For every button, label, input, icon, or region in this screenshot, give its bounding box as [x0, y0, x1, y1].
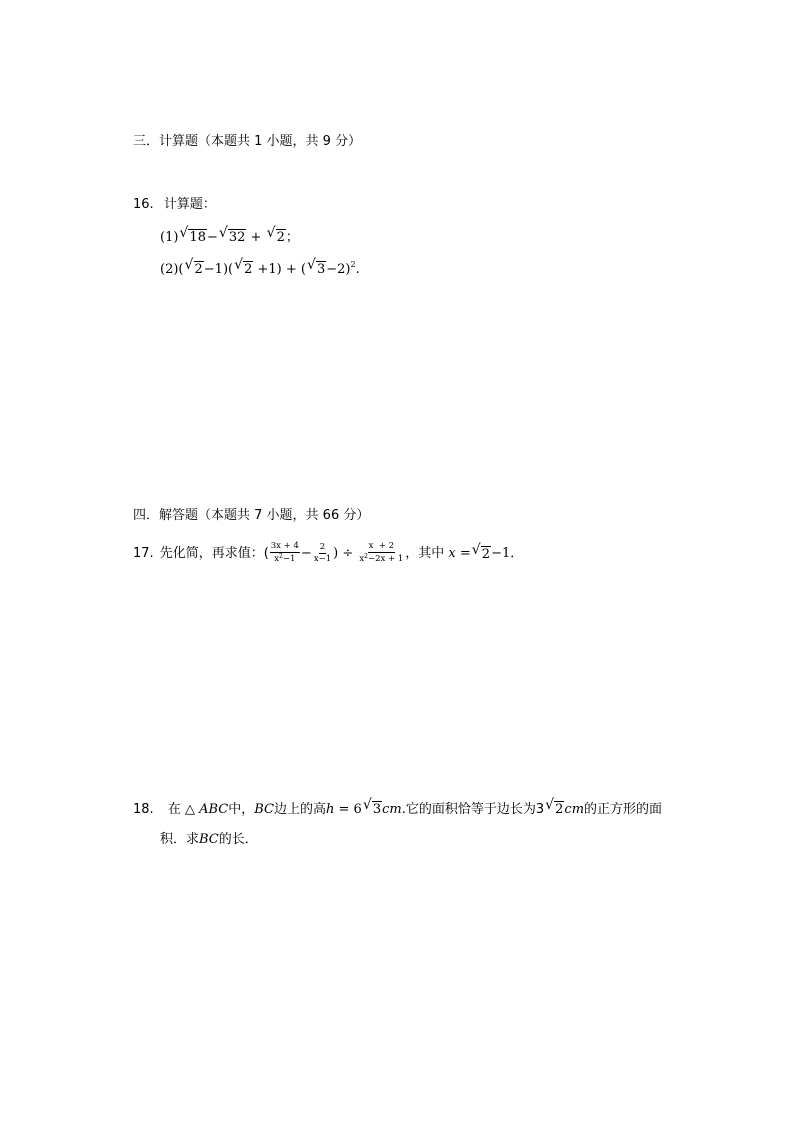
fraction-3	[358, 542, 404, 564]
fraction-2-denominator: x−1	[313, 553, 332, 564]
radical-icon: √	[234, 257, 244, 273]
variable: ABC	[199, 802, 229, 817]
den-rest: −2x + 1	[368, 554, 404, 564]
radical-icon: √	[306, 257, 316, 273]
radicand: 2	[194, 262, 203, 277]
text: 的长．	[218, 832, 258, 847]
radical-icon: √	[266, 225, 276, 241]
fraction-3-denominator	[358, 553, 404, 564]
sqrt-expression	[306, 257, 326, 277]
sqrt-expression	[266, 225, 286, 245]
fraction-1-numerator: 3x + 4	[270, 541, 299, 552]
radicand: 18	[189, 230, 206, 245]
radical-icon: √	[362, 797, 372, 813]
question-17	[133, 541, 523, 565]
radical-icon: √	[471, 541, 481, 558]
question-16-header	[133, 198, 216, 211]
radicand: 3	[316, 262, 326, 277]
den-exponent: 2	[364, 553, 368, 560]
question-18-number: 18.	[133, 802, 154, 817]
text: 在 △	[167, 802, 200, 817]
fraction-2-numerator: 2	[319, 541, 326, 552]
question-16-part-2	[160, 257, 360, 277]
sqrt-expression	[362, 797, 382, 817]
unit: cm	[564, 802, 585, 817]
den-var: x	[274, 554, 280, 564]
variable: BC	[199, 832, 219, 847]
operator: +	[246, 230, 266, 245]
text: 它的面积恰等于边长为3	[405, 802, 545, 817]
question-16-number: 16.	[133, 197, 154, 212]
exponent: 2	[350, 260, 356, 269]
question-17-number: 17.	[133, 545, 154, 561]
part-1-label: (1)	[160, 230, 179, 245]
sqrt-expression	[184, 257, 204, 277]
radicand: 2	[481, 546, 491, 562]
section-3-heading	[133, 135, 361, 148]
sqrt-expression	[471, 541, 491, 562]
question-18-line-2	[160, 833, 258, 846]
radical-icon: √	[179, 225, 189, 241]
where-text: ，其中	[405, 545, 449, 561]
section-4-heading	[133, 509, 369, 522]
fraction-3-numerator: x + 2	[368, 541, 395, 552]
sqrt-expression	[218, 225, 247, 245]
operator: −	[206, 230, 218, 245]
punctuation: ．	[510, 545, 524, 561]
fraction-1-denominator	[273, 553, 296, 564]
fraction-2	[313, 543, 332, 564]
fraction-1	[270, 542, 300, 564]
punctuation: .	[355, 262, 360, 277]
variable: x	[448, 545, 456, 561]
radicand: 2	[276, 230, 285, 245]
operator: = 6	[334, 802, 362, 817]
variable: h	[326, 802, 335, 817]
part-2-label: (2)(	[160, 262, 184, 277]
operator: =	[455, 545, 471, 561]
sqrt-expression	[545, 797, 564, 817]
radical-icon: √	[545, 797, 555, 813]
text: 中，	[228, 802, 255, 817]
text: 积．求	[160, 832, 200, 847]
sqrt-expression	[179, 225, 207, 245]
expression-text: +1) + (	[253, 262, 306, 277]
radicand: 2	[244, 262, 253, 277]
section-3-heading-text: 三．计算题（本题共 1 小题，共 9 分）	[133, 134, 362, 149]
unit: cm.	[382, 802, 406, 817]
expression-text: −1)(	[203, 262, 234, 277]
radicand: 2	[555, 802, 564, 817]
question-17-prompt: 先化简，再求值：(	[159, 545, 269, 561]
radical-icon: √	[184, 257, 194, 273]
punctuation: ；	[285, 230, 299, 245]
radicand: 32	[228, 230, 246, 245]
text: 边上的高	[274, 802, 327, 817]
den-exponent: 2	[279, 553, 283, 560]
question-16-part-1	[160, 225, 299, 245]
section-4-heading-text: 四．解答题（本题共 7 小题，共 66 分）	[133, 508, 370, 523]
sqrt-expression	[234, 257, 253, 277]
question-16-prompt: 计算题：	[163, 197, 216, 212]
question-18-line-1	[133, 797, 663, 817]
expression-text: −1	[491, 545, 511, 561]
variable: BC	[254, 802, 274, 817]
radicand: 3	[372, 802, 382, 817]
den-rest: −1	[282, 554, 296, 564]
operator: ) ÷	[333, 545, 358, 561]
expression-text: −2)	[326, 262, 351, 277]
operator: −	[300, 545, 312, 561]
radical-icon: √	[218, 225, 228, 241]
text: 的正方形的面	[584, 802, 663, 817]
den-var: x	[359, 554, 365, 564]
